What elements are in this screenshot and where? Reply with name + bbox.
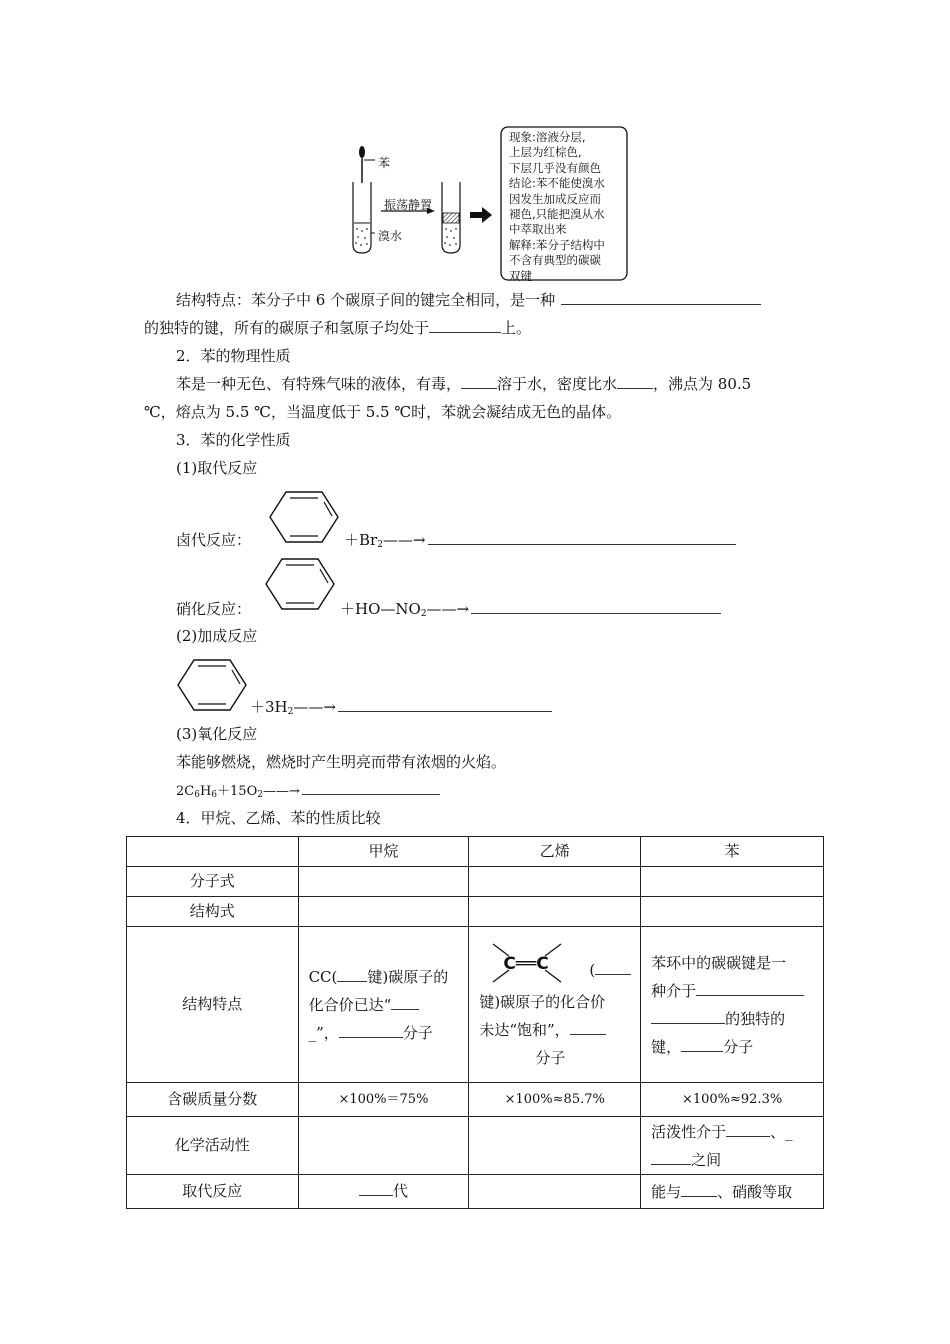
table-cell[interactable] bbox=[641, 867, 824, 897]
table-cell[interactable] bbox=[469, 1117, 641, 1175]
physical-line-2: ℃，熔点为 5.5 ℃，当温度低于 5.5 ℃时，苯就会凝结成无色的晶体。 bbox=[144, 403, 622, 421]
combustion-equation: $2C_6H_6+15O_2——\to$ bbox=[176, 780, 440, 805]
blank-ethylene-bond[interactable] bbox=[595, 960, 631, 975]
comparison-heading: 4．甲烷、乙烯、苯的性质比较 bbox=[176, 809, 381, 827]
table-row bbox=[127, 927, 824, 1083]
table-cell[interactable] bbox=[298, 1117, 469, 1175]
table-cell: ×100%≈92.3% bbox=[641, 1083, 824, 1117]
blank-activity-1[interactable] bbox=[726, 1122, 770, 1137]
result-line: 解释:苯分子结构中 bbox=[509, 237, 605, 252]
result-line: 中萃取出来 bbox=[509, 222, 567, 237]
blank-addition-product[interactable] bbox=[338, 697, 552, 712]
ethylene-feature-cell: C══C ( 键)碳原子的化合价 未达“饱和”， 分子 bbox=[469, 927, 641, 1083]
table-cell: 代 bbox=[298, 1175, 469, 1209]
nitration-label: 硝化反应： bbox=[176, 600, 252, 618]
table-row bbox=[127, 1175, 824, 1209]
blank-halogenation-product[interactable] bbox=[428, 530, 736, 545]
physical-heading: 2．苯的物理性质 bbox=[176, 347, 291, 365]
benzene-label: 苯 bbox=[378, 156, 391, 170]
row-label: 结构式 bbox=[127, 897, 299, 927]
ethylene-formula: C══C bbox=[503, 953, 549, 974]
result-line: 双键 bbox=[509, 268, 532, 283]
blank-benzene-bond-range[interactable] bbox=[696, 981, 804, 996]
table-row bbox=[127, 1083, 824, 1117]
result-line: 不含有典型的碳碳 bbox=[509, 253, 601, 268]
blank-density[interactable] bbox=[617, 374, 653, 389]
substitution-heading: (1)取代反应 bbox=[176, 459, 258, 477]
result-line: 上层为红棕色, bbox=[509, 145, 582, 160]
liquid-dots-2 bbox=[444, 228, 457, 246]
halogenation-equation: $+Br_2——\to$ bbox=[344, 530, 736, 555]
halogenation-label: 卤代反应： bbox=[176, 531, 252, 549]
row-label: 取代反应 bbox=[127, 1175, 299, 1209]
blank-ethylene-shape[interactable] bbox=[570, 1020, 606, 1035]
table-cell[interactable] bbox=[469, 897, 641, 927]
benzene-activity-cell: 活泼性介于 、_ 之间 bbox=[641, 1117, 824, 1175]
result-line: 下层几乎没有颜色 bbox=[509, 160, 601, 175]
header-cell bbox=[127, 837, 299, 867]
dropper-bulb bbox=[359, 146, 365, 158]
table-row bbox=[127, 867, 824, 897]
result-line: 现象:溶液分层, bbox=[509, 130, 586, 144]
result-line: 结论:苯不能使溴水 bbox=[509, 176, 605, 191]
blank-benzene-substitution[interactable] bbox=[681, 1182, 717, 1197]
benzene-ring-icon bbox=[264, 557, 336, 611]
table-cell[interactable] bbox=[641, 897, 824, 927]
result-line: 因发生加成反应而 bbox=[509, 191, 601, 206]
addition-equation: $+3H_2——\to$ bbox=[250, 697, 552, 722]
blank-plane[interactable] bbox=[429, 318, 501, 333]
header-cell: 苯 bbox=[641, 837, 824, 867]
structure-line-2: 的独特的键，所有的碳原子和氢原子均处于 上。 bbox=[144, 319, 532, 337]
table-row bbox=[127, 837, 824, 867]
blank-activity-2[interactable] bbox=[651, 1150, 691, 1165]
header-cell: 甲烷 bbox=[298, 837, 469, 867]
blank-methane-substitution[interactable] bbox=[359, 1181, 393, 1196]
table-cell[interactable] bbox=[298, 897, 469, 927]
table-cell[interactable] bbox=[469, 1175, 641, 1209]
chemical-heading: 3．苯的化学性质 bbox=[176, 431, 291, 449]
blank-bond-type[interactable] bbox=[561, 290, 761, 305]
benzene-ring-icon bbox=[268, 490, 340, 544]
comparison-table bbox=[126, 836, 824, 1209]
blank-combustion-product[interactable] bbox=[302, 780, 440, 795]
table-cell: 能与 、硝酸等取 bbox=[641, 1175, 824, 1209]
shake-label: 振荡静置 bbox=[384, 198, 433, 212]
blank-methane-bond[interactable] bbox=[337, 967, 367, 982]
row-label: 结构特点 bbox=[127, 927, 299, 1083]
table-cell[interactable] bbox=[298, 867, 469, 897]
table-row bbox=[127, 1117, 824, 1175]
blank-methane-saturation[interactable] bbox=[391, 995, 419, 1010]
table-cell: ×100%≈85.7% bbox=[469, 1083, 641, 1117]
result-text bbox=[509, 130, 605, 284]
blank-benzene-shape[interactable] bbox=[681, 1037, 723, 1052]
header-cell: 乙烯 bbox=[469, 837, 641, 867]
result-line: 褪色,只能把溴从水 bbox=[509, 207, 605, 222]
structure-line-1: 结构特点：苯分子中 6 个碳原子间的键完全相同，是一种 bbox=[176, 290, 761, 310]
benzene-ring-icon bbox=[176, 658, 248, 712]
table-row bbox=[127, 897, 824, 927]
upper-layer bbox=[443, 213, 459, 223]
physical-line-1: 苯是一种无色、有特殊气味的液体，有毒， 溶于水，密度比水 ，沸点为 80.5 bbox=[176, 375, 752, 393]
blank-nitration-product[interactable] bbox=[471, 599, 721, 614]
liquid-dots-1 bbox=[355, 228, 368, 246]
bromine-water-label: 溴水 bbox=[378, 229, 403, 243]
row-label: 含碳质量分数 bbox=[127, 1083, 299, 1117]
table-cell[interactable] bbox=[469, 867, 641, 897]
result-arrow bbox=[470, 207, 492, 223]
blank-methane-shape[interactable] bbox=[339, 1023, 403, 1038]
row-label: 分子式 bbox=[127, 867, 299, 897]
blank-benzene-bond-range-2[interactable] bbox=[651, 1009, 725, 1024]
table-cell: ×100%＝75% bbox=[298, 1083, 469, 1117]
addition-heading: (2)加成反应 bbox=[176, 627, 258, 645]
blank-solubility[interactable] bbox=[461, 374, 497, 389]
methane-feature-cell: CC( 键)碳原子的 化合价已达“ _”， 分子 bbox=[298, 927, 469, 1083]
benzene-feature-cell: 苯环中的碳碳键是一 种介于 的独特的 键， 分子 bbox=[641, 927, 824, 1083]
oxidation-text: 苯能够燃烧，燃烧时产生明亮而带有浓烟的火焰。 bbox=[176, 753, 507, 771]
oxidation-heading: (3)氧化反应 bbox=[176, 725, 258, 743]
row-label: 化学活动性 bbox=[127, 1117, 299, 1175]
nitration-equation: $+HO—NO_2——\to$ bbox=[340, 599, 721, 624]
